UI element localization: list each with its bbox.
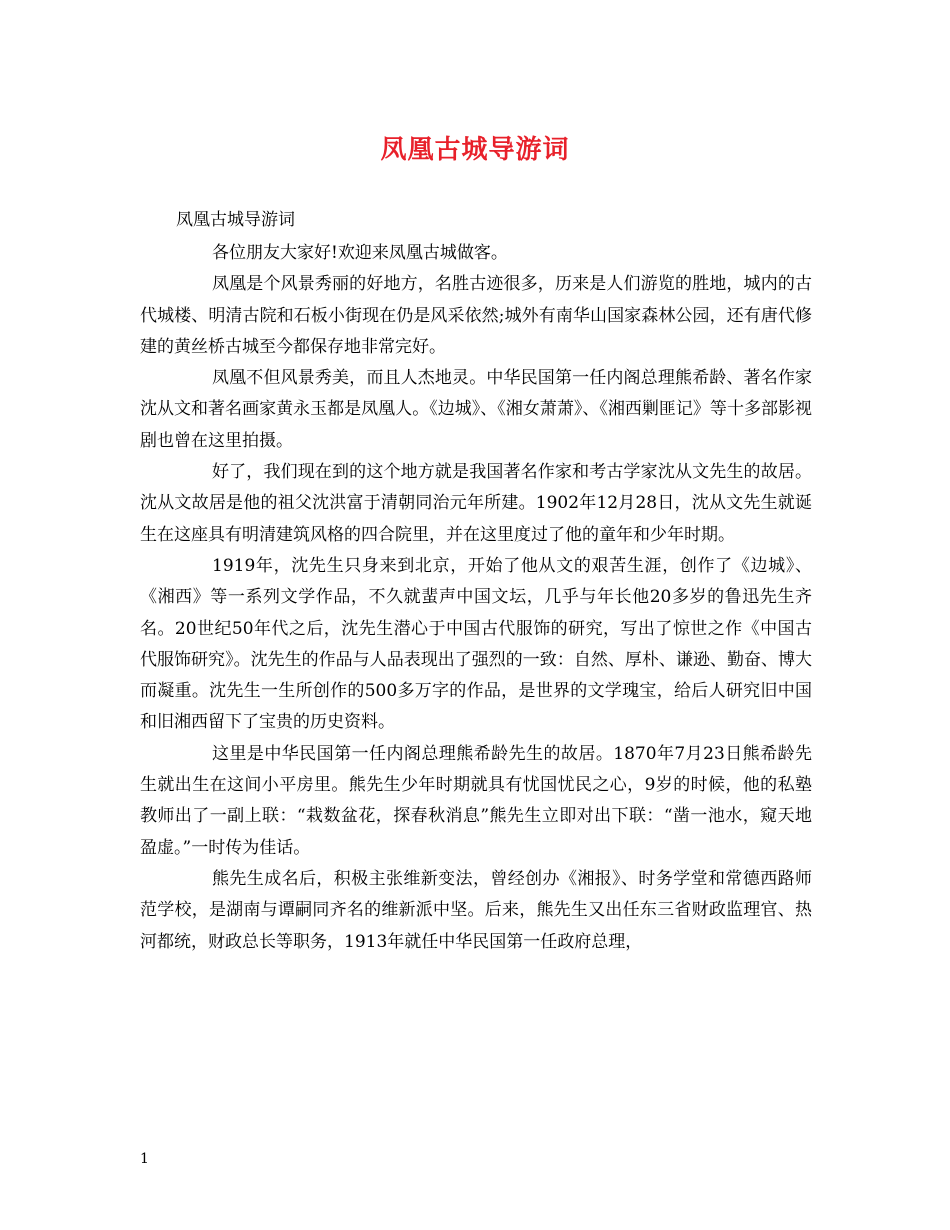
paragraph-people: 凤凰不但风景秀美，而且人杰地灵。中华民国第一任内阁总理熊希龄、著名作家沈从文和著名画家黄永玉都是凤凰人。《边城》、《湘女萧萧》、《湘西剿匪记》等十多部影视剧也曾在这里拍摄。 [140, 368, 812, 451]
paragraph-greeting: 各位朋友大家好!欢迎来凤凰古城做客。 [212, 243, 508, 263]
document-title: 凤凰古城导游词 [380, 135, 570, 165]
page-number: 1 [140, 1151, 149, 1167]
paragraph-shen-residence: 好了，我们现在到的这个地方就是我国著名作家和考古学家沈从文先生的故居。沈从文故居是他的祖父沈洪富于清朝同治元年所建。1902年12月28日，沈从文先生就诞生在这座具有明清建筑风格的四合院里，并在这里度过了他的童年和少年时期。 [140, 462, 812, 545]
paragraph-xiong-career: 熊先生成名后，积极主张维新变法，曾经创办《湘报》、时务学堂和常德西路师范学校，是湖南与谭嗣同齐名的维新派中坚。后来，熊先生又出任东三省财政监理官、热河都统，财政总长等职务，1913年就任中华民国第一任政府总理， [140, 868, 812, 952]
paragraph-scenery: 凤凰是个风景秀丽的好地方，名胜古迹很多，历来是人们游览的胜地，城内的古代城楼、明清古院和石板小街现在仍是风采依然;城外有南华山国家森林公园，还有唐代修建的黄丝桥古城至今都保存地非常完好。 [140, 274, 812, 357]
document-body [140, 238, 812, 958]
paragraph-xiong-residence: 这里是中华民国第一任内阁总理熊希龄先生的故居。1870年7月23日熊希龄先生就出生在这间小平房里。熊先生少年时期就具有忧国忧民之心，9岁的时候，他的私塾教师出了一副上联：“栽数盆花，探春秋消息”熊先生立即对出下联：“凿一池水，窥天地盈虚。”一时传为佳话。 [140, 743, 812, 858]
document-subtitle: 凤凰古城导游词 [176, 210, 295, 230]
paragraph-shen-career: 1919年，沈先生只身来到北京，开始了他从文的艰苦生涯，创作了《边城》、《湘西》等一系列文学作品，不久就蜚声中国文坛，几乎与年长他20多岁的鲁迅先生齐名。20世纪50年代之后，沈先生潜心于中国古代服饰的研究，写出了惊世之作《中国古代服饰研究》。沈先生的作品与人品表现出了强烈的一致：自然、厚朴、谦逊、勤奋、博大而凝重。沈先生一生所创作的500多万字的作品，是世界的文学瑰宝，给后人研究旧中国和旧湘西留下了宝贵的历史资料。 [140, 555, 812, 733]
